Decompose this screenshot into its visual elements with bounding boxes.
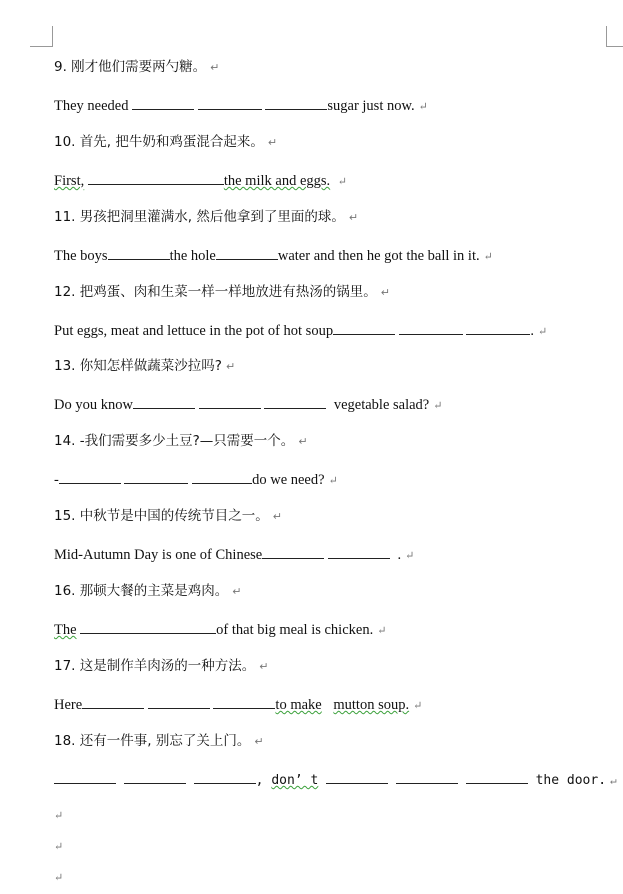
question-15-english: Mid-Autumn Day is one of Chinese . ↵ [54,544,414,565]
question-10-chinese: 10. 首先, 把牛奶和鸡蛋混合起来。 ↵ [54,134,278,150]
page-corner-top-right [606,26,623,47]
question-14-english: - do we need? ↵ [54,469,338,490]
question-11-english: The boys the hole water and then he got the ball in it. ↵ [54,245,493,266]
question-9-english: They needed sugar just now. ↵ [54,95,428,116]
question-18-chinese: 18. 还有一件事, 别忘了关上门。 ↵ [54,733,264,749]
question-12-chinese: 12. 把鸡蛋、肉和生菜一样一样地放进有热汤的锅里。 ↵ [54,284,390,300]
page-corner-top-left [30,26,53,47]
question-16-chinese: 16. 那顿大餐的主菜是鸡肉。 ↵ [54,583,242,599]
question-9-chinese: 9. 刚才他们需要两勺糖。 ↵ [54,59,220,75]
empty-paragraph-mark: ↵ [54,810,64,822]
question-14-chinese: 14. -我们需要多少土豆?—只需要一个。 ↵ [54,433,308,449]
question-17-english: Here to make mutton soup. ↵ [54,694,422,715]
question-13-english: Do you know vegetable salad? ↵ [54,394,442,415]
empty-paragraph-mark: ↵ [54,841,64,853]
question-15-chinese: 15. 中秋节是中国的传统节目之一。 ↵ [54,508,282,524]
empty-paragraph-mark: ↵ [54,872,64,884]
question-12-english: Put eggs, meat and lettuce in the pot of hot soup . ↵ [54,320,547,341]
question-17-chinese: 17. 这是制作羊肉汤的一种方法。 ↵ [54,658,269,674]
question-11-chinese: 11. 男孩把洞里灌满水, 然后他拿到了里面的球。 ↵ [54,209,359,225]
question-18-english: , don’ t the door. ↵ [54,769,617,790]
question-10-english: First, the milk and eggs. ↵ [54,170,347,191]
question-13-chinese: 13. 你知怎样做蔬菜沙拉吗? ↵ [54,358,236,374]
question-16-english: The of that big meal is chicken. ↵ [54,619,386,640]
